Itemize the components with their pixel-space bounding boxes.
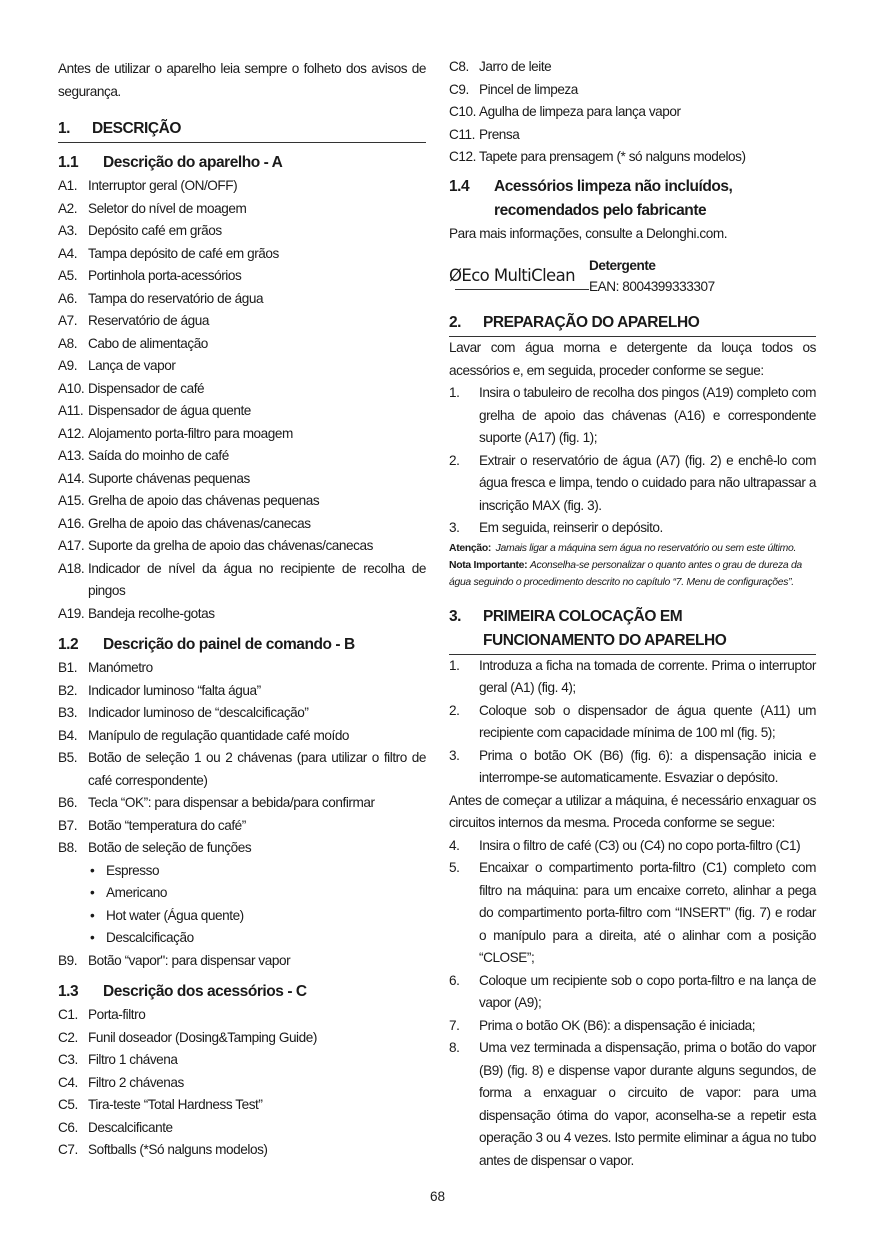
section-number: 2.: [449, 314, 462, 331]
section-title: PRIMEIRA COLOCAÇÃO EM FUNCIONAMENTO DO APARELHO: [483, 607, 727, 649]
item-text: Interruptor geral (ON/OFF): [88, 178, 238, 193]
section-1-heading: [58, 117, 426, 143]
item-text: Tecla “OK”: para dispensar a bebida/para confirmar: [88, 795, 375, 810]
left-column: [58, 56, 426, 1162]
item-code: C2.: [58, 1029, 78, 1045]
step-number: 1.: [449, 657, 460, 673]
list-item: [58, 468, 426, 491]
list-item: [58, 355, 426, 378]
bullet-item: [58, 905, 426, 928]
item-code: C3.: [58, 1052, 78, 1067]
c-items-list-continued: [449, 56, 816, 169]
item-code: A1.: [58, 178, 78, 193]
step-item: [449, 835, 816, 858]
list-item: [58, 1072, 426, 1095]
step-number: 3.: [449, 747, 460, 763]
item-code: A6.: [58, 290, 78, 306]
step-text: Insira o filtro de café (C3) ou (C4) no copo porta-filtro (C1): [479, 837, 801, 853]
item-code: C9.: [449, 81, 469, 97]
page-number: 68: [429, 1189, 446, 1204]
item-text: Grelha de apoio das chávenas pequenas: [88, 493, 320, 508]
step-item: [449, 745, 816, 790]
step-item: [449, 1037, 816, 1172]
item-code: B1.: [58, 660, 78, 675]
item-code: C11.: [449, 126, 475, 142]
section-3-steps-a: [449, 655, 816, 790]
section-number: 1.1: [58, 154, 79, 171]
list-item: [58, 1027, 426, 1050]
step-number: 1.: [449, 385, 460, 400]
important-text: Aconselha-se personalizar o quanto antes o grau de dureza da água seguindo o procedimento descrito no capítulo “7. Menu de configurações”.: [449, 559, 802, 588]
list-item: [58, 603, 426, 626]
item-text: Manómetro: [88, 660, 153, 675]
item-text: Indicador luminoso “falta água”: [88, 682, 261, 698]
list-item: [58, 310, 426, 333]
item-text: Agulha de limpeza para lança vapor: [479, 104, 681, 119]
item-text: Cabo de alimentação: [88, 335, 208, 351]
item-text: Filtro 1 chávena: [88, 1052, 178, 1067]
item-text: Botão “temperatura do café”: [88, 817, 246, 833]
step-item: [449, 382, 816, 450]
item-text: Botão de seleção 1 ou 2 chávenas (para utilizar o filtro de café correspondente): [88, 750, 426, 788]
section-1-4-text: Para mais informações, consulte a Delonghi.com.: [449, 225, 728, 241]
item-code: A19.: [58, 605, 85, 621]
list-item: [58, 747, 426, 792]
item-code: B6.: [58, 795, 78, 810]
bullet-dot: •: [90, 885, 95, 900]
item-code: C5.: [58, 1097, 78, 1112]
list-item: [449, 79, 816, 102]
step-number: 6.: [449, 972, 460, 988]
item-text: Lança de vapor: [88, 358, 176, 373]
product-ean: EAN: 8004399333307: [589, 279, 715, 294]
step-item: [449, 857, 816, 970]
list-item: [58, 288, 426, 311]
item-code: A9.: [58, 358, 78, 373]
item-text: Depósito café em grãos: [88, 223, 222, 238]
item-text: Grelha de apoio das chávenas/canecas: [88, 515, 311, 531]
item-text: Reservatório de água: [88, 313, 209, 328]
item-code: A18.: [58, 560, 85, 576]
list-item: [58, 1004, 426, 1027]
list-item: [58, 423, 426, 446]
section-title: Descrição dos acessórios - C: [103, 983, 307, 1000]
item-code: A15.: [58, 493, 85, 508]
section-title: Descrição do aparelho - A: [103, 154, 283, 171]
list-item: [58, 400, 426, 423]
item-text: Alojamento porta-filtro para moagem: [88, 425, 293, 441]
important-label: Nota Importante:: [449, 559, 528, 571]
item-code: C4.: [58, 1074, 78, 1090]
step-number: 2.: [449, 702, 460, 718]
item-text: Porta-filtro: [88, 1007, 146, 1022]
item-text: Indicador de nível da água no recipiente de recolha de pingos: [88, 560, 426, 598]
bullet-dot: •: [90, 930, 95, 945]
eco-multiclean-block: [449, 255, 816, 301]
item-code: B8.: [58, 840, 78, 855]
item-text: Botão de seleção de funções: [88, 840, 252, 855]
step-text: Extrair o reservatório de água (A7) (fig. 2) e enchê-lo com água fresca e limpa, tendo o cuidado para não ultrapassar a inscrição MAX (fig. 3).: [479, 452, 816, 513]
item-text: Jarro de leite: [479, 59, 552, 74]
intro-text: Antes de utilizar o aparelho leia sempre o folheto dos avisos de segurança.: [58, 61, 426, 99]
item-text: Seletor do nível de moagem: [88, 200, 247, 216]
step-number: 2.: [449, 452, 460, 468]
list-item: [58, 702, 426, 725]
item-text: Dispensador de café: [88, 380, 205, 396]
step-text: Introduza a ficha na tomada de corrente. Prima o interruptor geral (A1) (fig. 4);: [479, 657, 816, 695]
item-code: A10.: [58, 380, 85, 396]
list-item: [58, 265, 426, 288]
bullet-item: [58, 882, 426, 905]
bullet-dot: •: [90, 907, 95, 923]
attention-text: Jamais ligar a máquina sem água no reservatório ou sem este último.: [495, 542, 797, 554]
bullet-dot: •: [90, 862, 95, 878]
step-item: [449, 450, 816, 518]
c-items-list: [58, 1004, 426, 1162]
item-code: B7.: [58, 817, 78, 833]
item-code: A5.: [58, 268, 78, 283]
item-text: Tapete para prensagem (* só nalguns modelos): [479, 149, 746, 164]
eco-product-info: [589, 255, 715, 297]
item-code: C7.: [58, 1142, 78, 1157]
list-item: [58, 378, 426, 401]
item-code: A16.: [58, 515, 85, 531]
item-code: A7.: [58, 313, 78, 328]
a-items-list: [58, 175, 426, 625]
step-number: 3.: [449, 520, 460, 535]
attention-note: [449, 540, 816, 557]
item-text: Filtro 2 chávenas: [88, 1074, 184, 1090]
section-1-3-heading: [58, 980, 426, 1004]
item-code: B2.: [58, 682, 78, 698]
section-1-4-heading: [449, 175, 816, 223]
list-item: [58, 725, 426, 748]
item-code: A4.: [58, 245, 78, 261]
section-title: PREPARAÇÃO DO APARELHO: [483, 314, 700, 331]
item-text: Tira-teste “Total Hardness Test”: [88, 1097, 263, 1112]
list-item: [449, 124, 816, 147]
list-item: [449, 56, 816, 79]
step-item: [449, 655, 816, 700]
item-text: Tampa do reservatório de água: [88, 290, 264, 306]
item-code: C8.: [449, 59, 469, 74]
item-text: Pincel de limpeza: [479, 81, 578, 97]
b-items-list: [58, 657, 426, 972]
bullet-text: Espresso: [106, 862, 160, 878]
item-code: C10.: [449, 104, 476, 119]
step-text: Uma vez terminada a dispensação, prima o botão do vapor (B9) (fig. 8) e dispense vapor durante alguns segundos, de forma a enxaguar o circuito de vapor: para uma dispensação ótima do vapor, aconselha-se a repetir esta operação 3 ou 4 vezes. Isto permite eliminar a água no tubo antes de dispensar o vapor.: [479, 1040, 816, 1168]
step-number: 8.: [449, 1040, 460, 1055]
item-code: A12.: [58, 425, 85, 441]
bullet-text: Descalcificação: [106, 930, 194, 945]
product-label: Detergente: [589, 258, 656, 273]
item-code: A3.: [58, 223, 78, 238]
item-code: A13.: [58, 448, 85, 463]
logo-text: ØEco MultiClean: [449, 266, 575, 285]
item-text: Softballs (*Só nalguns modelos): [88, 1142, 268, 1157]
section-1-2-heading: [58, 633, 426, 657]
list-item: [58, 815, 426, 838]
bullet-item: [58, 927, 426, 950]
item-code: B3.: [58, 705, 78, 720]
list-item: [58, 1094, 426, 1117]
section-title: Descrição do painel de comando - B: [103, 636, 355, 653]
step-text: Coloque um recipiente sob o copo porta-filtro e na lança de vapor (A9);: [479, 972, 816, 1010]
list-item: [58, 558, 426, 603]
list-item: [58, 175, 426, 198]
step-item: [449, 970, 816, 1015]
step-text: Encaixar o compartimento porta-filtro (C1) completo com filtro na máquina: para um encaixe correto, alinhar a pega do compartimento porta-filtro com “INSERT” (fig. 7) e rodar o manípulo para a direita, até o alinhar com a posição “CLOSE”;: [479, 860, 816, 965]
section-number: 3.: [449, 607, 462, 625]
eco-multiclean-logo: [449, 265, 589, 291]
step-text: Prima o botão OK (B6) (fig. 6): a dispensação inicia e interrompe-se automaticamente. Esvaziar o depósito.: [479, 747, 816, 785]
step-text: Coloque sob o dispensador de água quente (A11) um recipiente com capacidade mínima de 100 ml (fig. 5);: [479, 702, 816, 740]
item-text: Tampa depósito de café em grãos: [88, 245, 279, 261]
item-text: Portinhola porta-acessórios: [88, 268, 242, 283]
list-item: [58, 792, 426, 815]
section-title: Acessórios limpeza não incluídos, recomendados pelo fabricante: [494, 177, 733, 219]
section-1-1-heading: [58, 151, 426, 175]
list-item: [58, 535, 426, 558]
item-code: C1.: [58, 1007, 78, 1022]
item-code: A17.: [58, 538, 85, 553]
item-code: A14.: [58, 470, 85, 486]
list-item: [449, 101, 816, 124]
section-number: 1.4: [449, 177, 470, 195]
item-text: Suporte chávenas pequenas: [88, 470, 250, 486]
list-item: [58, 243, 426, 266]
list-item: [58, 1049, 426, 1072]
item-text: Descalcificante: [88, 1119, 173, 1135]
section-2-text: Lavar com água morna e detergente da louça todos os acessórios e, em seguida, proceder conforme se segue:: [449, 340, 816, 378]
section-3-steps-b: [449, 835, 816, 1173]
list-item: [58, 220, 426, 243]
section-2-heading: [449, 311, 816, 337]
bullet-item: [58, 860, 426, 883]
item-text: Saída do moinho de café: [88, 448, 229, 463]
step-number: 7.: [449, 1017, 460, 1033]
step-text: Prima o botão OK (B6): a dispensação é iniciada;: [479, 1017, 756, 1033]
list-item: [58, 1139, 426, 1162]
list-item: [58, 198, 426, 221]
item-text: Suporte da grelha de apoio das chávenas/canecas: [88, 538, 373, 553]
step-item: [449, 700, 816, 745]
list-item: [58, 1117, 426, 1140]
item-code: A8.: [58, 335, 78, 351]
item-text: Bandeja recolhe-gotas: [88, 605, 215, 621]
item-code: A2.: [58, 200, 78, 216]
step-number: 4.: [449, 837, 460, 853]
item-text: Botão “vapor": para dispensar vapor: [88, 952, 291, 968]
item-text: Funil doseador (Dosing&Tamping Guide): [88, 1029, 317, 1045]
bullet-text: Americano: [106, 885, 167, 900]
section-title: DESCRIÇÃO: [92, 120, 181, 137]
item-text: Manípulo de regulação quantidade café moído: [88, 727, 350, 743]
logo-underline: [455, 289, 589, 290]
bullet-text: Hot water (Água quente): [106, 907, 244, 923]
section-number: 1.3: [58, 983, 79, 1000]
list-item: [58, 950, 426, 973]
step-item: [449, 517, 816, 540]
item-code: C12.: [449, 149, 476, 164]
item-text: Indicador luminoso de “descalcificação”: [88, 705, 309, 720]
item-code: A11.: [58, 403, 84, 418]
item-code: B5.: [58, 750, 78, 765]
step-item: [449, 1015, 816, 1038]
attention-label: Atenção:: [449, 542, 492, 554]
list-item: [449, 146, 816, 169]
step-number: 5.: [449, 860, 460, 875]
list-item: [58, 490, 426, 513]
section-number: 1.2: [58, 636, 79, 653]
list-item: [58, 333, 426, 356]
list-item: [58, 513, 426, 536]
step-text: Em seguida, reinserir o depósito.: [479, 520, 663, 535]
list-item: [58, 445, 426, 468]
list-item: [58, 657, 426, 680]
right-column: [449, 56, 816, 1172]
step-text: Insira o tabuleiro de recolha dos pingos (A19) completo com grelha de apoio das chávenas (A16) e correspondente suporte (A17) (fig. 1);: [479, 385, 816, 445]
section-number: 1.: [58, 120, 71, 137]
item-code: C6.: [58, 1119, 78, 1135]
item-text: Prensa: [479, 126, 520, 142]
item-code: B4.: [58, 727, 78, 743]
item-text: Dispensador de água quente: [88, 403, 251, 418]
important-note: [449, 557, 816, 591]
list-item: [58, 837, 426, 860]
section-2-steps: [449, 382, 816, 540]
list-item: [58, 680, 426, 703]
section-3-text: Antes de começar a utilizar a máquina, é necessário enxaguar os circuitos internos da mesma. Proceda conforme se segue:: [449, 792, 816, 830]
section-3-heading: [449, 605, 816, 655]
item-code: B9.: [58, 952, 78, 968]
